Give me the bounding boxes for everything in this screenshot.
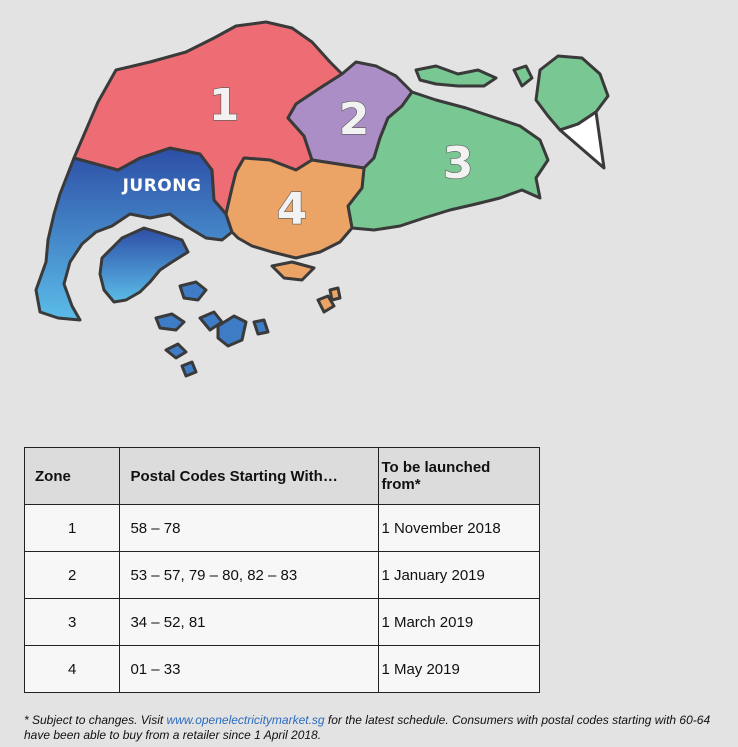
cell-zone: 3 [25,599,120,646]
footnote-text-after: for the latest schedule. Consumers with postal codes starting with 60-64 have been able to buy from a retailer since 1 April 2018. [24,713,711,742]
open-electricity-market-link[interactable]: www.openelectricitymarket.sg [166,713,325,727]
map-island-ubin [416,66,496,86]
map-island-jurong-west [100,228,188,302]
header-launch-date [379,448,540,505]
cell-zone: 1 [25,505,120,552]
table-row [25,646,540,693]
cell-launch: 1 May 2019 [379,646,540,693]
zone-3-label: 3 [442,138,474,189]
table-row [25,505,540,552]
table-row [25,552,540,599]
cell-zone: 2 [25,552,120,599]
map-island-south-2 [330,288,340,300]
map-island-small-5 [166,344,186,358]
header-launch-line2: from* [381,476,421,493]
jurong-label: JURONG [122,176,202,196]
zone-1-label: 1 [208,80,240,131]
cell-postal: 34 – 52, 81 [120,599,379,646]
zone-2-label: 2 [338,94,370,145]
map-island-small-2 [156,314,184,330]
footnote-text-before: * Subject to changes. Visit [24,713,167,727]
footnote [24,713,730,743]
table-row [25,599,540,646]
map-island-small-6 [182,362,196,376]
cell-zone: 4 [25,646,120,693]
cell-launch: 1 November 2018 [379,505,540,552]
map-island-tekong-small [514,66,532,86]
map-island-small-7 [254,320,268,334]
cell-postal: 01 – 33 [120,646,379,693]
header-launch-line1: To be launched [381,459,491,476]
cell-postal: 58 – 78 [120,505,379,552]
cell-postal: 53 – 57, 79 – 80, 82 – 83 [120,552,379,599]
map-island-small-1 [180,282,206,300]
cell-launch: 1 January 2019 [379,552,540,599]
map-island-sentosa [272,262,314,280]
header-postal-codes: Postal Codes Starting With… [120,448,379,505]
header-zone: Zone [25,448,120,505]
cell-launch: 1 March 2019 [379,599,540,646]
table-header-row [25,448,540,505]
zone-schedule-table [24,447,540,693]
zone-4-label: 4 [276,184,308,235]
